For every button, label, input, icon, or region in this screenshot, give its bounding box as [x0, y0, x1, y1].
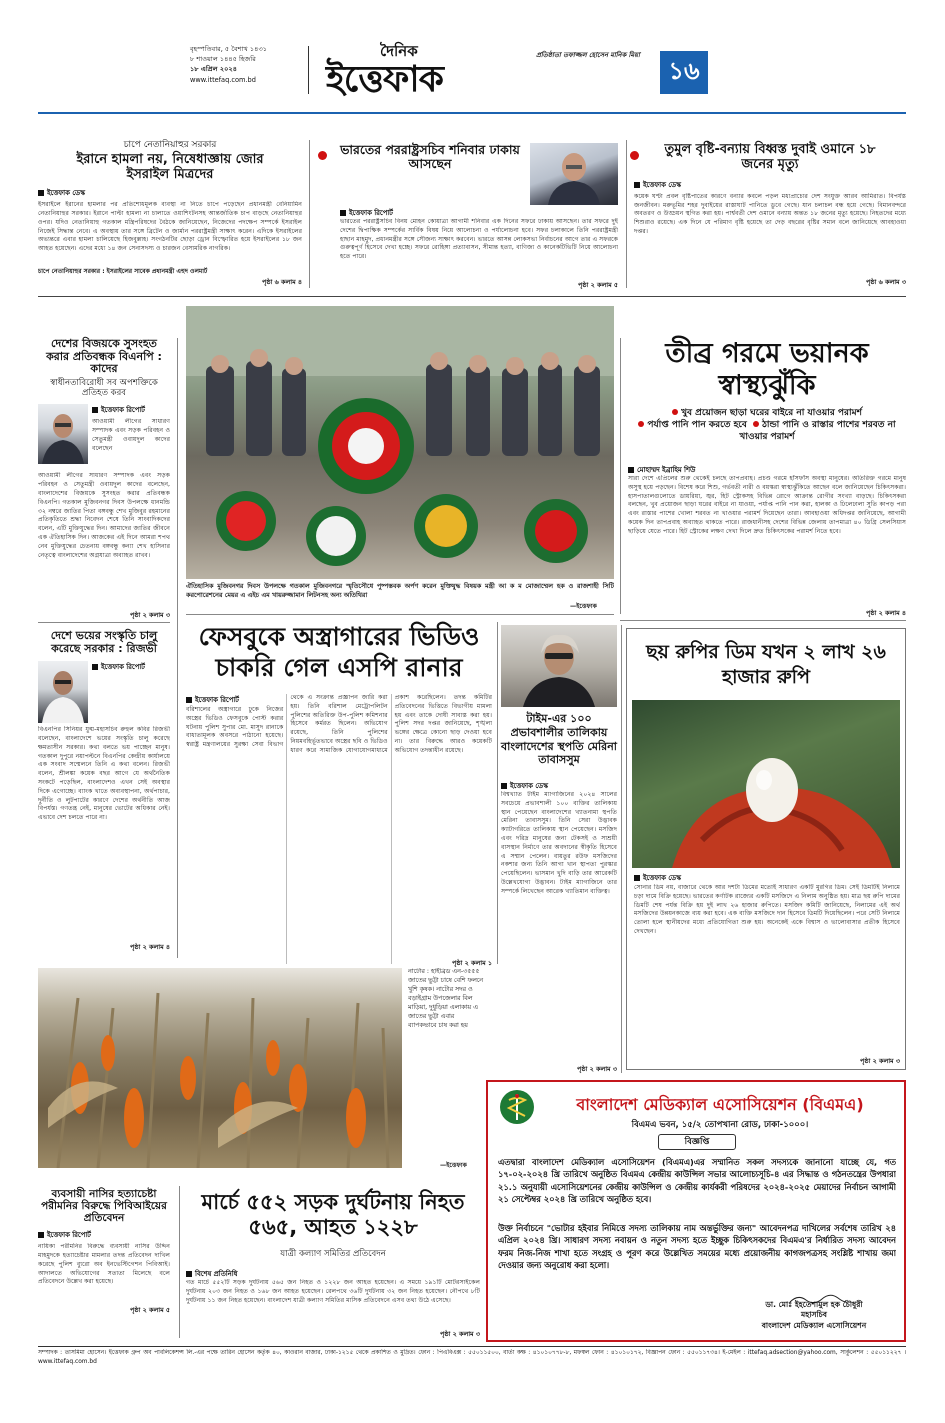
portrait-photo [530, 143, 618, 205]
bullet-item: পর্যাপ্ত পানি পান করতে হবে ঠান্ডা পানি ও রাস্তার পাশের শরবত না খাওয়ার পরামর্শ [628, 419, 906, 443]
left-story-quader [38, 338, 170, 618]
logo: ইত্তেফাক [326, 58, 443, 100]
portrait-photo [501, 625, 617, 707]
ceremony-photo [186, 306, 614, 579]
red-bullet-icon [672, 409, 678, 415]
masthead-divider [308, 46, 309, 94]
continued-page: পৃষ্ঠা ৬ কলাম ৩ [866, 277, 906, 286]
continued-page: পৃষ্ঠা ২ কলাম ৫ [578, 281, 618, 289]
red-bullet-icon [318, 151, 327, 160]
logo-top: দৈনিক [380, 42, 418, 60]
caption: চাপে নেতানিয়াহুর সরকার : ইসরাইলের সাবেক প্রধানমন্ত্রী এহুদ ওলমার্ট [38, 268, 208, 276]
story-body: বরিশালের অস্ত্রাগারে ঢুকে নিজের অস্ত্রের ভিডিও ফেসবুকে পোস্ট করার ঘটনায় পুলিশ সুপার মো. মাসুদ রানাকে বাধ্যতামূলক অবসরে পাঠানো হয়েছে। স্বরাষ্ট্র মন্ত্রণালয়ের সুরক্ষা সেবা বিভাগ থেকে এ সংক্রান্ত প্রজ্ঞাপন জারি করা হয়। তিনি বরিশাল মেট্রোপলিটন পুলিশের অতিরিক্ত উপ-পুলিশ কমিশনার হিসেবে কর্মরত ছিলেন। অভিযোগ রয়েছে, তিনি পুলিশের নিয়মবহির্ভূতভাবে অস্ত্রের ছবি ও ভিডিও ধারণ করে সামাজিক যোগাযোগমাধ্যমে প্রকাশ করেছিলেন। তদন্ত কমিটির প্রতিবেদনের ভিত্তিতে বিভাগীয় মামলা হয় এবং তাকে দোষী সাব্যস্ত করা হয়। পুলিশ সদর দপ্তর জানিয়েছে, শৃঙ্খলা ভঙ্গের ক্ষেত্রে কোনো ছাড় দেওয়া হবে না। তার বিরুদ্ধে আরও কয়েকটি অভিযোগ তদন্তাধীন রয়েছে। [186, 694, 492, 754]
section-rule [620, 620, 906, 621]
footer-rule [38, 1346, 906, 1347]
story-body: বিএনপির সিনিয়র যুগ্ম-মহাসচিব রুহুল কবির রিজভী বলেছেন, বাংলাদেশে ভয়ের সংস্কৃতি চালু করেছে ক্ষমতাসীন সরকার। কথা বলতে ভয় পাচ্ছেন মানুষ। গতকাল দুপুরে নয়াপল্টনে বিএনপির কেন্দ্রীয় কার্যালয়ে এক সংবাদ সম্মেলনে তিনি এ কথা বলেন। রিজভী বলেন, শ্রীলঙ্কা কয়েক বছর আগে যে অর্থনৈতিক সংকটে পড়েছিল, বাংলাদেশও এখন সেই অবস্থার দিকে এগোচ্ছে। ব্যাংক খাতে অব্যবস্থাপনা, অর্থপাচার, দুর্নীতি ও লুটপাটের কারণে দেশের অর্থনীতি আজ বিপর্যস্ত। গণতন্ত্র নেই, মানুষের ভোটের অধিকার নেই। এভাবে দেশ চলতে পারে না। [38, 726, 170, 822]
masthead-rule [38, 112, 906, 114]
headline: দেশে ভয়ের সংস্কৃতি চালু করেছে সরকার : রিজভী [50, 629, 158, 655]
continued-page: পৃষ্ঠা ২ কলাম ৪ [866, 609, 906, 617]
caduceus-icon [506, 1094, 528, 1120]
bullet-square-icon [340, 210, 346, 216]
byline: ইত্তেফাক রিপোর্ট [38, 1229, 170, 1241]
portrait-photo [38, 404, 88, 464]
continued-page: পৃষ্ঠা ২ কলাম ৪ [130, 943, 170, 952]
divider [621, 625, 622, 1073]
bma-logo-icon [500, 1090, 534, 1124]
signer-name: ডা. মোঃ ইহতেশামুল হক চৌধুরী [765, 1300, 863, 1309]
continued-page: পৃষ্ঠা ৬ কলাম ৪ [262, 278, 302, 287]
date-line: বৃহস্পতিবার, ৫ বৈশাখ ১৪৩১ [190, 45, 268, 53]
corn-scene [38, 968, 402, 1168]
signatory-block [728, 1300, 900, 1331]
continued-page: পৃষ্ঠা ২ কলাম ৫ [130, 1306, 170, 1315]
story-body: বিশ্বখ্যাত টাইম ম্যাগাজিনের ২০২৪ সালের সবচেয়ে প্রভাবশালী ১০০ ব্যক্তির তালিকায় স্থান পেয়েছেন বাংলাদেশের খ্যাতনামা স্থপতি মেরিনা তাবাসসুম। তিনি সেরা উদ্ভাবক ক্যাটাগরিতে তালিকায় স্থান পেয়েছেন। মসজিদ এবং দরিদ্র মানুষের জন্য টেকসই ও সাশ্রয়ী বাসস্থান নির্মাণে তার অবদানের স্বীকৃতি হিসেবে এ সম্মান পেলেন। বায়তুর রউফ মসজিদের নকশার জন্য তিনি আগা খান স্থাপত্য পুরস্কার পেয়েছিলেন। ভাসমান খুদি বাড়ি তার আরেকটি উল্লেখযোগ্য উদ্ভাবন। টাইম ম্যাগাজিনে তার সম্পর্কে লিখেছেন আরেক খ্যাতিমান ব্যক্তিত্ব। [501, 791, 617, 895]
story-body: আওয়ামী লীগের সাধারণ সম্পাদক এবং সড়ক পরিবহন ও সেতুমন্ত্রী ওবায়দুল কাদের বলেছেন, বাংলাদেশের বিজয়কে সুসংহত করার প্রতিবন্ধক বিএনপি। গতকাল মুজিবনগর দিবস উপলক্ষে ধানমন্ডি ৩২ নম্বরে জাতির পিতা বঙ্গবন্ধু শেখ মুজিবুর রহমানের প্রতিকৃতিতে শ্রদ্ধা নিবেদন শেষে তিনি সাংবাদিকদের বলেন, এটি মুক্তিযুদ্ধের দিন। আমাদের জাতির জীবনে এক ঐতিহাসিক দিন। আজকের এই দিনে আমরা শপথ নেব মুক্তিযুদ্ধের চেতনায় বঙ্গবন্ধু কন্যা শেখ হাসিনার নেতৃত্বে বাংলাদেশের অগ্রযাত্রা অব্যাহত রাখব। [38, 472, 170, 559]
bullet-square-icon [92, 664, 98, 670]
continued-page: পৃষ্ঠা ২ কলাম ১ [452, 959, 492, 967]
date-line: ১৮ এপ্রিল ২০২৪ [190, 65, 238, 74]
signer-title: মহাসচিব [801, 1310, 827, 1320]
byline: ইত্তেফাক ডেস্ক [634, 872, 681, 884]
continued-page: পৃষ্ঠা ২ কলাম ৩ [130, 611, 170, 620]
bullet-square-icon [186, 697, 192, 703]
byline: ইত্তেফাক রিপোর্ট [340, 207, 393, 219]
headline-facebook-sp: ফেসবুকে অস্ত্রাগারের ভিডিও চাকরি গেল এসপি রানার [198, 622, 480, 682]
person-icon [38, 404, 88, 464]
headline-heat: তীব্র গরমে ভয়ানক স্বাস্থ্যঝুঁকি [665, 338, 869, 401]
byline: ইত্তেফাক ডেস্ক [38, 187, 302, 199]
divider [179, 1186, 180, 1338]
bullet-square-icon [92, 407, 98, 413]
maize-field-photo [38, 968, 402, 1168]
bullet-square-icon [501, 783, 507, 789]
ad-body-2: উক্ত নির্বাচনে "ভোটার হইবার নিমিত্তে সদস্য তালিকায় নাম অন্তর্ভুক্তির জন্য" আবেদনপত্র দাখিলের সর্বশেষ তারিখ ২৪ এপ্রিল ২০২৪ খ্রি। সাধারণ সদস্য নবায়ন ও নতুন সদস্য হতে ইচ্ছুক চিকিৎসকদের বিএমএ'র নির্ধারিত সদস্য আবেদন ফরম নিজ-নিজ শাখা হতে সংগ্রহ ও পূরণ করে উল্লেখিত সময়ের মধ্যে প্রয়োজনীয় কাগজপত্রসহ সংশ্লিষ্ট শাখায় জমা দেওয়ার জন্য অনুরোধ করা হলো। [498, 1223, 896, 1271]
story-body: গত মার্চে ৫৫২টি সড়ক দুর্ঘটনায় ৫৬৫ জন নিহত ও ১২২৮ জন আহত হয়েছেন। এ সময়ে ১৯১টি মোটরসাইকেল দুর্ঘটনায় ২০৩ জন নিহত ও ১৬৮ জন আহত হয়েছেন। রেলপথে ৩৬টি দুর্ঘটনায় ৩২ জন নিহত হয়েছেন। নৌপথে ৮টি দুর্ঘটনায় ১১ জন নিহত হয়েছেন। বাংলাদেশ যাত্রী কল্যাণ সমিতির মাসিক প্রতিবেদনে এসব তথ্য উঠে এসেছে। [186, 1279, 480, 1304]
byline: বিশেষ প্রতিনিধি [186, 1268, 237, 1280]
story-body: ইসরাইলে ইরানের হামলার পর প্রতিশোধমূলক ব্যবস্থা না নিতে চাপে পড়েছেন প্রধানমন্ত্রী বেনিয়ামিন নেতানিয়াহুর সরকার। ইরানে পাল্টা হামলা না চালাতে ওয়াশিংটনসহ আন্তর্জাতিক চাপ বাড়ছে নেতানিয়াহুর ওপর। যদিও নেতানিয়াহু গতকাল মন্ত্রিপরিষদের বৈঠকে জানিয়েছেন, নিজেদের পদক্ষেপ সম্পর্কে ইসরাইল নিজেই সিদ্ধান্ত নেবে। এ অবস্থায় তার সঙ্গে ব্রিটেন ও জার্মান পররাষ্ট্রমন্ত্রী সাক্ষাৎ করেন। এদিকে ইসরাইলের অভ্যন্তরে এবার হামলা চালিয়েছে হিজবুল্লাহ। সংগঠনটির ছোড়া ড্রোন বিস্ফোরিত হয়ে ইসরাইলের ১৮ জন আহত হয়েছেন। এদের মধ্যে ১৪ জন সেনাসদস্য ও চারজন বেসামরিক নাগরিক। [38, 201, 302, 253]
notice-label: বিজ্ঞপ্তি [684, 1137, 710, 1147]
ad-address: বিএমএ ভবন, ১৫/২ তোপখানা রোড, ঢাকা-১০০০। [631, 1120, 809, 1130]
kicker: চাপে নেতানিয়াহুর সরকার [123, 140, 217, 150]
section-rule [186, 614, 614, 615]
byline: মোহাম্মদ ইব্রাহিম শিউ [628, 464, 695, 476]
top-story-dubai-flood [634, 143, 906, 288]
bma-advertisement [486, 1080, 906, 1342]
story-body: কয়েক ঘণ্টা প্রবল বৃষ্টিপাতের কারণে বন্যার কবলে পড়ল মধ্যপ্রাচ্যের দেশ সংযুক্ত আরব আমিরাত। বিপর্যস্ত জনজীবন। মরুভূমির শহর দুবাইয়ের রাস্তাঘাট পানিতে ডুবে গেছে। যান চলাচল বন্ধ হয়ে গেছে। বিমানবন্দরে অবতরণ ও উড্ডয়ন স্থগিত করা হয়। পার্শ্ববর্তী দেশ ওমানে বন্যায় অন্তত ১৮ জনের মৃত্যু হয়েছে। নিহতদের মধ্যে শিশুরাও রয়েছে। এক দিনে যে পরিমাণ বৃষ্টি হয়েছে তা দেড় বছরের বৃষ্টির সমান বলে জানিয়েছে আবহাওয়া দপ্তর। [634, 192, 906, 236]
egg-scene [632, 700, 900, 868]
person-icon [530, 143, 618, 205]
bullet-square-icon [38, 190, 44, 196]
story-body-top: আওয়ামী লীগের সাধারণ সম্পাদক এবং সড়ক পরিবহন ও সেতুমন্ত্রী ওবায়দুল কাদের বলেছেন [92, 418, 170, 452]
headline-time100: টাইম-এর ১০০ প্রভাবশালীর তালিকায় বাংলাদেশের স্থপতি মেরিনা তাবাসসুম [501, 712, 617, 767]
story-row [38, 404, 170, 470]
story-row [38, 661, 170, 723]
top-story-india-secretary [340, 143, 618, 288]
divider [620, 338, 621, 614]
headline: ইরানে হামলা নয়, নিষেধাজ্ঞায় জোর ইসরাইল মিত্রদের [76, 152, 264, 183]
signature [788, 1289, 848, 1299]
bullet-item: খুব প্রয়োজন ছাড়া ঘরের বাইরে না যাওয়ার পরামর্শ [628, 407, 906, 419]
ad-body-1: এতদ্বারা বাংলাদেশ মেডিক্যাল এসোসিয়েশন (বিএমএ)এর সম্মানিত সকল সদস্যকে জানানো যাচ্ছে যে, গত ১৭-০২-২০২৪ খ্রি তারিখে অনুষ্ঠিত বিএমএ কেন্দ্রীয় কাউন্সিল সভার আলোচ্যসূচি-৪ এর সিদ্ধান্ত ও গঠনতন্ত্রের উপধারা ২১.১ অনুযায়ী এসোসিয়েশনের কেন্দ্রীয় কাউন্সিল ও কেন্দ্রীয় কার্যকরী পরিষদের ২০২৪-২০২৫ মেয়াদের নির্বাচন আগামী ২১ সেপ্টেম্বর ২০২৪ খ্রি তারিখে অনুষ্ঠিত হবে। [498, 1157, 896, 1205]
maize-credit: —ইত্তেফাক [440, 1162, 467, 1169]
divider [626, 140, 627, 288]
headline-egg: ছয় রুপির ডিম যখন ২ লাখ ২৬ হাজার রুপি [646, 641, 886, 688]
left-story-rizvi [38, 630, 170, 960]
page-number-box [660, 51, 708, 94]
divider [309, 140, 310, 288]
divider [177, 338, 178, 958]
notice-badge [658, 1134, 736, 1150]
byline: ইত্তেফাক রিপোর্ট [92, 404, 170, 416]
tagline: প্রতিষ্ঠাতা তফাজ্জল হোসেন মানিক মিয়া [536, 51, 640, 59]
subhead: যাত্রী কল্যাণ সমিতির প্রতিবেদন [280, 1249, 386, 1259]
portrait-photo [38, 661, 88, 723]
website: www.ittefaq.com.bd [190, 75, 256, 84]
top-story-netanyahu [38, 140, 302, 288]
page-number: ১৬ [668, 56, 700, 85]
headline: ভারতের পররাষ্ট্রসচিব শনিবার ঢাকায় আসছেন [340, 142, 520, 172]
story-body: সারা দেশে এপ্রিলের শুরু থেকেই চলছে তাপপ্রবাহ। প্রচণ্ড গরমে হাঁসফাঁস অবস্থা মানুষের। অতিরিক্ত গরমে মানুষ অসুস্থ হয়ে পড়ছেন। বিশেষ করে শিশু, গর্ভবতী নারী ও বয়স্করা স্বাস্থ্যঝুঁকিতে আছেন বলে জানিয়েছেন চিকিৎসকরা। হাসপাতালগুলোতে ডায়রিয়া, জ্বর, হিট স্ট্রোকসহ বিভিন্ন রোগে আক্রান্ত রোগীর সংখ্যা বাড়ছে। চিকিৎসকরা বলছেন, খুব প্রয়োজন ছাড়া ঘরের বাইরে না যাওয়া, পর্যাপ্ত পানি পান করা, হালকা ও ঢিলেঢালা সুতি কাপড় পরা এবং রাস্তার পাশের খোলা শরবত না খাওয়ার পরামর্শ দিয়েছেন তারা। আবহাওয়া অধিদপ্তর জানিয়েছে, আগামী কয়েক দিন তাপপ্রবাহ অব্যাহত থাকতে পারে। রাজধানীসহ দেশের বিভিন্ন জেলায় তাপমাত্রা ৪০ ডিগ্রি সেলসিয়াস ছাড়িয়ে যেতে পারে। হিট স্ট্রোকের লক্ষণ দেখা দিলে দ্রুত চিকিৎসকের পরামর্শ নিতে হবে। [628, 475, 906, 535]
headline: দেশের বিজয়কে সুসংহত করার প্রতিবন্ধক বিএনপি : কাদের [46, 337, 162, 376]
date-block [190, 44, 267, 85]
divider [497, 622, 498, 964]
wreath-scene [186, 306, 614, 579]
continued-page: পৃষ্ঠা ২ কলাম ৩ [860, 1057, 900, 1065]
photo-caption: ঐতিহাসিক মুজিবনগর দিবস উপলক্ষে গতকাল মুজিবনগরে স্মৃতিসৌধে পুষ্পস্তবক অর্পণ করেন মুক্তিযুদ্ধ বিষয়ক মন্ত্রী আ ক ম মোজাম্মেল হক ও রাজশাহী সিটি করপোরেশনের মেয়র এ এইচ এম খায়রুজ্জামান লিটনসহ অন্য অতিথিরা [186, 582, 614, 600]
ad-org-name: বাংলাদেশ মেডিক্যাল এসোসিয়েশন (বিএমএ) [576, 1095, 864, 1114]
bullet-square-icon [634, 875, 640, 881]
bullet-square-icon [38, 1232, 44, 1238]
bullet-square-icon [186, 1271, 192, 1277]
continued-page: পৃষ্ঠা ২ কলাম ৩ [440, 1330, 480, 1338]
byline: ইত্তেফাক ডেস্ক [501, 780, 548, 792]
headline: ব্যবসায়ী নাসির হত্যাচেষ্টা পরীমনির বিরুদ্ধে পিবিআইয়ের প্রতিবেদন [41, 1188, 167, 1225]
date-line: ৮ শাওয়াল ১৪৪৫ হিজরি [190, 55, 256, 64]
imprint-line: সম্পাদক : তাসমিমা হোসেন। ইত্তেফাক গ্রুপ অব পাবলিকেশন্স লি.-এর পক্ষে তারিন হোসেন কর্তৃক ৪০, কাওরান বাজার, ঢাকা-১২১৫ থেকে প্রকাশিত ও মুদ্রিত। ফোন : পিএবিএক্স : ৫৫০১১৫০০, বার্তা কক্ষ : ৪১০১০৭৭৮-৮, মফস্বল ফোন : ৪১০১০১৭২, বিজ্ঞাপন ফোন : ৫৫০১১৭৩৪। ই-মেইল : ittefaq.adsection@yahoo.com, সার্কুলেশন : ৫৫০১১২২৭ । www.ittefaq.com.bd [38, 1350, 906, 1365]
heat-bullets [628, 407, 906, 443]
red-bullet-icon [753, 421, 759, 427]
facebook-story-body [186, 694, 492, 964]
masthead [0, 0, 945, 110]
subhead: স্বাধীনতাবিরোধী সব অপশক্তিকে প্রতিহত করব [50, 377, 158, 398]
byline: ইত্তেফাক রিপোর্ট [186, 694, 283, 706]
maize-caption: নাটোর : হাইব্রিড এন-৩৫৫৫ জাতের ভুট্টা চাষে বেশি ফলনে খুশি কৃষক। নাটোর সদর ও বড়াইগ্রাম উপজেলার বিল মাড়িয়া, দুধুড়িয়া এলাকায় এ জাতের ভুট্টা এবার ব্যাপকভাবে চাষ করা হয় [408, 968, 484, 1029]
byline: ইত্তেফাক রিপোর্ট [92, 661, 170, 673]
egg-in-hands-photo [632, 700, 900, 868]
bullet-square-icon [634, 182, 640, 188]
headline-road-accident: মার্চে ৫৫২ সড়ক দুর্ঘটনায় নিহত ৫৬৫, আহত ১২২৮ [201, 1190, 465, 1240]
story-body: সোনার ডিম নয়, বাজারে থেকে আর দশটা ডিমের মতোই সাধারণ একটি মুরগির ডিম। সেই ডিমটিই নিলামে চড়া দামে বিক্রি হয়েছে। ভারতের কর্ণাটক রাজ্যের একটি মসজিদে এ নিলাম অনুষ্ঠিত হয়। মাত্র ছয় রুপি দামের ডিমটি শেষ পর্যন্ত বিক্রি হয় দুই লাখ ২৬ হাজার রুপিতে। মসজিদ কমিটি জানিয়েছে, নিলামের এই অর্থ মসজিদের উন্নয়নকাজে ব্যয় করা হবে। এক ব্যক্তি মসজিদে দান হিসেবে ডিমটি দিয়েছিলেন। পরে সেটি নিলামে তোলা হলে স্থানীয়দের মধ্যে প্রতিযোগিতা শুরু হয়। অনেকেই একে বিশ্বাস ও ভালোবাসার প্রতীক হিসেবে দেখছেন। [634, 884, 900, 935]
signer-org: বাংলাদেশ মেডিক্যাল এসোসিয়েশন [761, 1320, 867, 1330]
continued-page: পৃষ্ঠা ২ কলাম ৩ [577, 1065, 617, 1073]
left-story-porimoni [38, 1188, 170, 1338]
story-body: ভারতের পররাষ্ট্রসচিব বিনয় মোহন কোয়াত্রা আগামী শনিবার এক দিনের সফরে ঢাকায় আসছেন। তার সফরে দুই দেশের দ্বিপাক্ষিক সম্পর্কের সার্বিক বিষয় নিয়ে আলোচনা ও পর্যালোচনা হবে। সফর চলাকালে তিনি পররাষ্ট্রমন্ত্রী হাছান মাহমুদ, প্রধানমন্ত্রীর সঙ্গে সৌজন্য সাক্ষাৎ করবেন। ভারতে আসন্ন লোকসভা নির্বাচনের আগে তার এ সফরকে গুরুত্বপূর্ণ হিসেবে দেখা হচ্ছে। সফরে রোহিঙ্গা প্রত্যাবাসন, সীমান্ত হত্যা, বাণিজ্য ও কানেকটিভিটি নিয়ে আলোচনা হতে পারে। [340, 218, 618, 261]
headline: তুমুল বৃষ্টি-বন্যায় বিধ্বস্ত দুবাই ওমানে ১৮ জনের মৃত্যু [664, 142, 876, 172]
person-icon [38, 661, 88, 723]
section-rule [38, 296, 906, 297]
byline: ইত্তেফাক ডেস্ক [634, 179, 906, 191]
bullet-square-icon [628, 467, 634, 473]
person-icon [501, 625, 617, 707]
section-rule [38, 622, 170, 623]
story-body: নায়িকা পরীমনির বিরুদ্ধে ব্যবসায়ী নাসির উদ্দিন মাহমুদকে হত্যাচেষ্টার মামলার তদন্ত প্রতিবেদন দাখিল করেছে পুলিশ ব্যুরো অব ইনভেস্টিগেশন পিবিআই। আদালতে অভিযোগের সত্যতা মিলেছে বলে প্রতিবেদনে উল্লেখ করা হয়েছে। [38, 1243, 170, 1286]
red-bullet-icon [638, 421, 644, 427]
photo-credit: —ইত্তেফাক [570, 603, 597, 610]
